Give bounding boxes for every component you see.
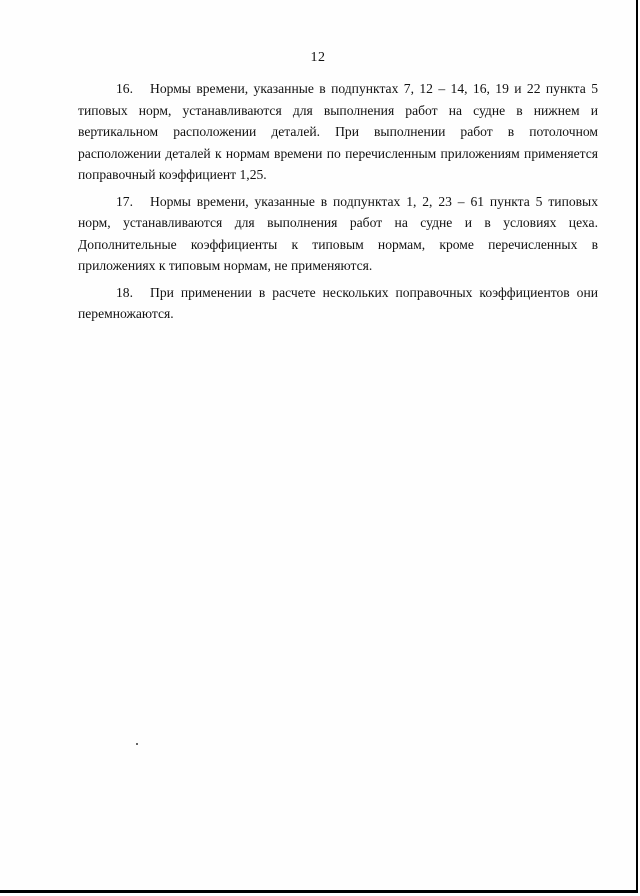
paragraph-17 bbox=[78, 191, 598, 277]
paragraph-number: 17. bbox=[116, 193, 133, 209]
paragraph-text: При применении в расчете нескольких поправочных коэффициентов они перемножаются. bbox=[78, 284, 598, 321]
paragraph-16 bbox=[78, 78, 598, 186]
scan-speck bbox=[136, 743, 138, 745]
paragraph-number: 18. bbox=[116, 284, 133, 300]
paragraph-text: Нормы времени, указанные в подпунктах 1, 2, 23 – 61 пункта 5 типовых норм, устанавливаются для выполнения работ на судне и в условиях цеха. Дополнительные коэффициенты к типовым нормам, кроме перечисленных в приложениях к типовым нормам, не применяются. bbox=[78, 193, 598, 273]
paragraph-text: Нормы времени, указанные в подпунктах 7, 12 – 14, 16, 19 и 22 пункта 5 типовых норм, устанавливаются для выполнения работ на судне в нижнем и вертикальном расположении деталей. При выполнении работ в потолочном расположении деталей к нормам времени по перечисленным приложениям применяется поправочный коэффициент 1,25. bbox=[78, 81, 598, 182]
paragraph-number: 16. bbox=[116, 81, 133, 96]
page-number: 12 bbox=[310, 50, 326, 65]
document-body bbox=[78, 78, 598, 330]
paragraph-18 bbox=[78, 282, 598, 325]
